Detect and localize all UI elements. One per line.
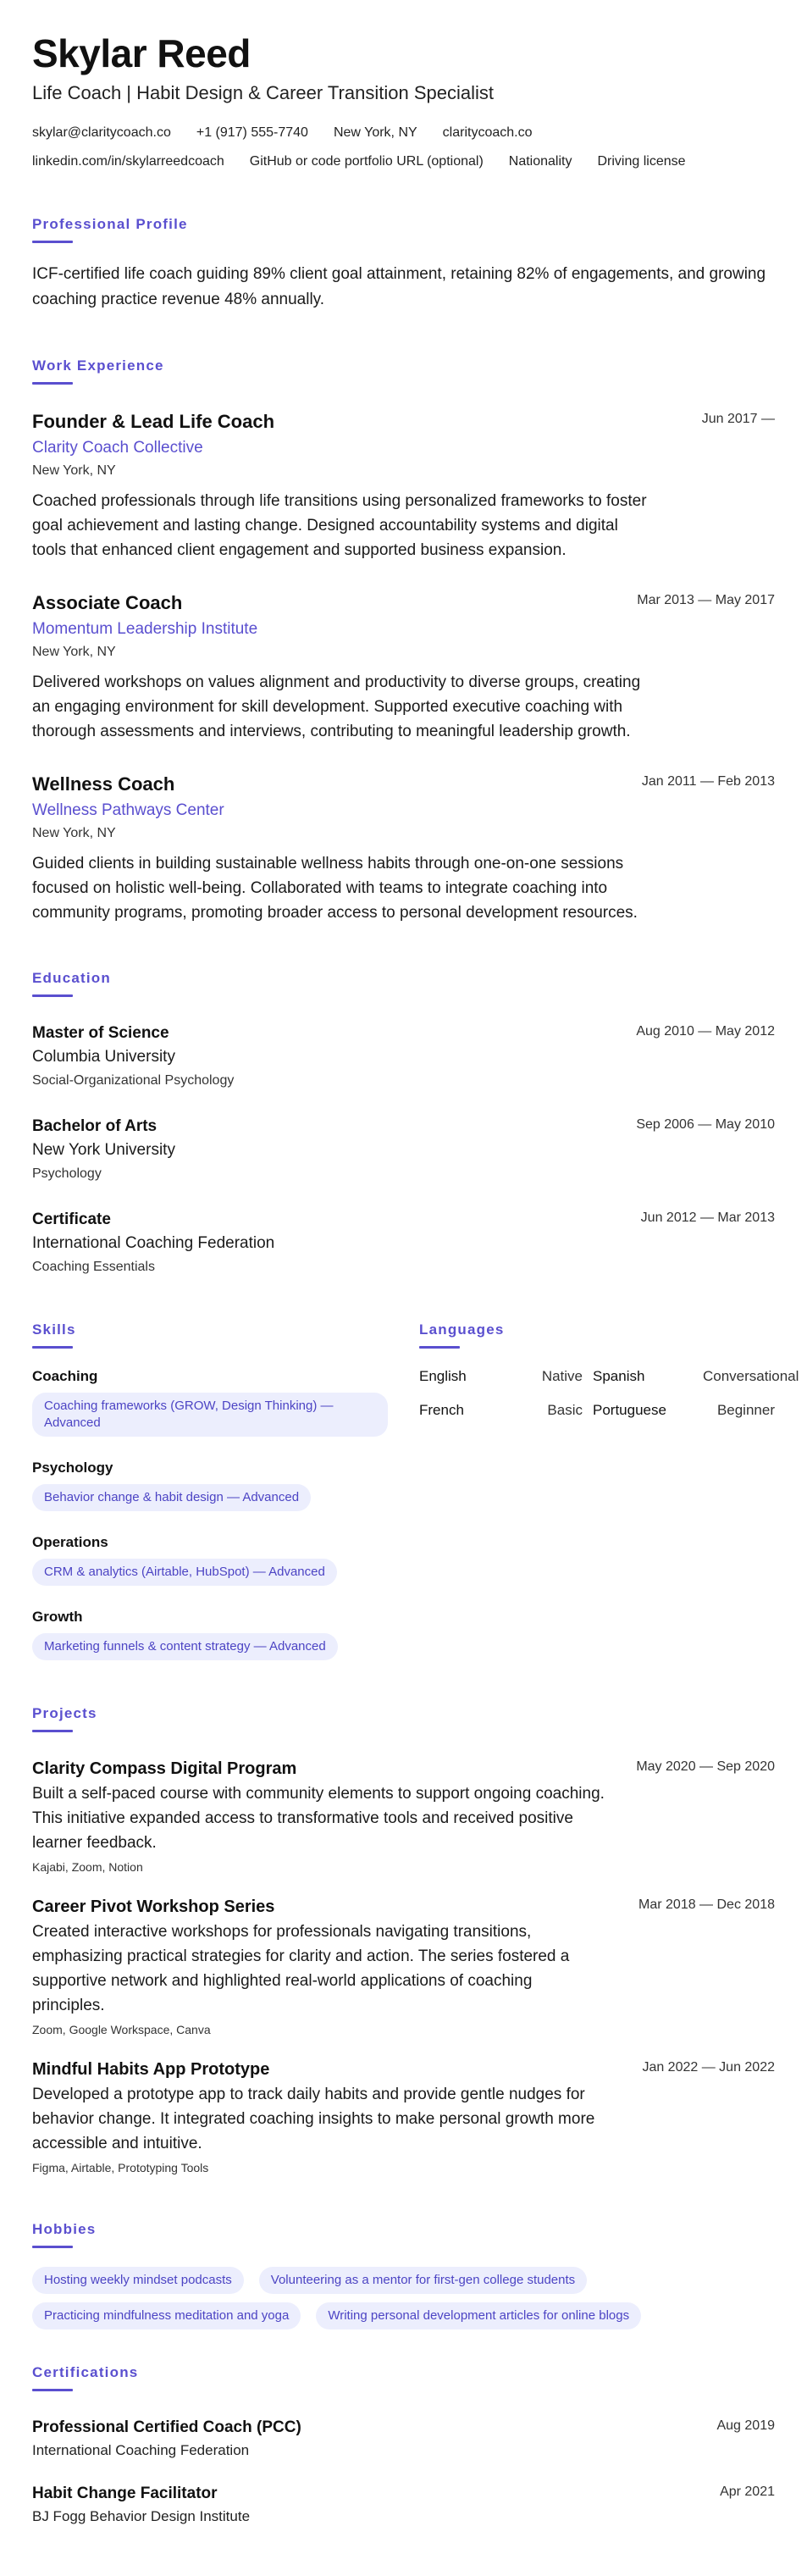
- hobby-list: [32, 2267, 777, 2329]
- hobby-row: [32, 2267, 777, 2294]
- job-company: Momentum Leadership Institute: [32, 620, 258, 638]
- certifications-section: [32, 2363, 775, 2527]
- job-dates: Mar 2013 — May 2017: [637, 593, 775, 607]
- job-entry: [32, 410, 775, 562]
- edu-degree: Certificate: [32, 1210, 111, 1228]
- section-title-certifications: Certifications: [32, 2364, 139, 2380]
- project-description: Created interactive workshops for professionals navigating transitions, emphasizing practical strategies for clarity and action. The series fostered a supportive network and highlighted real-world applications of coaching principles.: [32, 1923, 570, 2014]
- skill-category: Operations: [32, 1534, 108, 1550]
- edu-degree: Bachelor of Arts: [32, 1117, 158, 1135]
- job-title: Associate Coach: [32, 592, 183, 613]
- section-divider: [32, 382, 73, 385]
- language-level: Conversational: [703, 1368, 799, 1384]
- project-dates: Jan 2022 — Jun 2022: [642, 2060, 775, 2075]
- job-title: Wellness Coach: [32, 773, 175, 795]
- section-title-hobbies: Hobbies: [32, 2221, 97, 2237]
- languages-section: [419, 1277, 799, 1660]
- section-divider: [32, 2246, 73, 2248]
- edu-school: International Coaching Federation: [32, 1234, 275, 1252]
- job-title: Founder & Lead Life Coach: [32, 411, 275, 432]
- job-company: Clarity Coach Collective: [32, 439, 203, 457]
- edu-field: Psychology: [32, 1166, 102, 1181]
- project-tools: Figma, Airtable, Prototyping Tools: [32, 2161, 209, 2174]
- section-divider: [32, 241, 73, 243]
- job-location: New York, NY: [32, 826, 116, 840]
- skill-category: Psychology: [32, 1460, 113, 1476]
- contact-email[interactable]: skylar@claritycoach.co: [32, 125, 171, 140]
- certification-entry: [32, 2417, 775, 2461]
- links-row: [32, 152, 775, 171]
- certification-entry: [32, 2483, 775, 2527]
- cert-org: International Coaching Federation: [32, 2442, 250, 2458]
- skill-group: [32, 1608, 419, 1660]
- driving-license-field: Driving license: [597, 154, 686, 169]
- edu-dates: Aug 2010 — May 2012: [636, 1024, 775, 1039]
- skill-tag: Behavior change & habit design — Advanced: [32, 1484, 311, 1511]
- contact-row: [32, 124, 775, 142]
- hobby-tag: Hosting weekly mindset podcasts: [32, 2267, 244, 2294]
- profile-summary: ICF-certified life coach guiding 89% client goal attainment, retaining 82% of engagements, and growing coaching practice revenue 48% annually.: [32, 265, 766, 308]
- job-location: New York, NY: [32, 645, 116, 659]
- job-company: Wellness Pathways Center: [32, 801, 224, 819]
- section-divider: [32, 994, 73, 997]
- section-title-experience: Work Experience: [32, 357, 164, 374]
- resume-header: [32, 30, 775, 171]
- language-name: English: [419, 1368, 467, 1384]
- edu-dates: Jun 2012 — Mar 2013: [640, 1210, 775, 1225]
- job-location: New York, NY: [32, 463, 116, 478]
- job-entry: [32, 773, 775, 925]
- section-title-languages: Languages: [419, 1321, 505, 1338]
- cert-name: Habit Change Facilitator: [32, 2485, 218, 2502]
- language-level: Native: [541, 1368, 583, 1384]
- edu-dates: Sep 2006 — May 2010: [636, 1117, 775, 1132]
- education-section: [32, 969, 775, 1277]
- contact-phone[interactable]: +1 (917) 555-7740: [196, 125, 308, 140]
- projects-section: [32, 1704, 775, 2176]
- github-link[interactable]: GitHub or code portfolio URL (optional): [249, 154, 484, 169]
- edu-field: Coaching Essentials: [32, 1260, 155, 1274]
- project-dates: Mar 2018 — Dec 2018: [638, 1897, 775, 1912]
- cert-date: Aug 2019: [716, 2418, 775, 2433]
- section-title-profile: Professional Profile: [32, 216, 188, 232]
- project-entry: [32, 1896, 775, 2038]
- section-divider: [32, 1730, 73, 1732]
- job-dates: Jan 2011 — Feb 2013: [641, 774, 775, 789]
- profile-section: [32, 215, 775, 313]
- job-entry: [32, 591, 775, 744]
- project-title: Clarity Compass Digital Program: [32, 1759, 297, 1778]
- edu-field: Social-Organizational Psychology: [32, 1073, 235, 1088]
- project-dates: May 2020 — Sep 2020: [636, 1759, 775, 1774]
- job-description: Guided clients in building sustainable wellness habits through one-on-one sessions focused on holistic well-being. Collaborated with teams to integrate coaching into community programs, promoting broader access to personal development resources.: [32, 855, 638, 922]
- hobby-tag: Volunteering as a mentor for first-gen college students: [259, 2267, 587, 2294]
- skills-section: [32, 1277, 419, 1660]
- nationality-field: Nationality: [508, 154, 572, 169]
- project-description: Built a self-paced course with community elements to support ongoing coaching. This initiative expanded access to transformative tools and received positive learner feedback.: [32, 1785, 605, 1852]
- section-title-education: Education: [32, 970, 111, 986]
- edu-school: New York University: [32, 1141, 175, 1159]
- contact-website[interactable]: claritycoach.co: [442, 125, 533, 140]
- language-level: Beginner: [716, 1402, 775, 1418]
- cert-org: BJ Fogg Behavior Design Institute: [32, 2508, 251, 2524]
- skills-languages-row: [32, 1277, 799, 1660]
- languages-grid: [419, 1367, 799, 1420]
- hobby-tag: Practicing mindfulness meditation and yoga: [32, 2302, 301, 2329]
- skill-group: [32, 1459, 419, 1511]
- job-description: Coached professionals through life transitions using personalized frameworks to foster goal achievement and lasting change. Designed accountability systems and digital tools that enhanced client engagement and supported business expansion.: [32, 492, 647, 559]
- section-divider: [32, 2389, 73, 2391]
- cert-date: Apr 2021: [720, 2485, 775, 2499]
- candidate-name: Skylar Reed: [32, 31, 251, 75]
- candidate-headline: Life Coach | Habit Design & Career Transition Specialist: [32, 82, 494, 103]
- contact-location: New York, NY: [333, 125, 417, 140]
- hobbies-section: [32, 2220, 775, 2329]
- education-entry: [32, 1116, 775, 1183]
- project-description: Developed a prototype app to track daily habits and provide gentle nudges for behavior change. It integrated coaching insights to make personal growth more accessible and intuitive.: [32, 2086, 595, 2152]
- skill-tag: Coaching frameworks (GROW, Design Thinking) — Advanced: [32, 1393, 388, 1437]
- education-entry: [32, 1022, 775, 1090]
- linkedin-link[interactable]: linkedin.com/in/skylarreedcoach: [32, 154, 224, 169]
- language-name: French: [419, 1402, 464, 1418]
- edu-school: Columbia University: [32, 1048, 175, 1066]
- cert-name: Professional Certified Coach (PCC): [32, 2418, 301, 2436]
- section-divider: [32, 1346, 73, 1349]
- language-name: Spanish: [593, 1368, 645, 1384]
- language-name: Portuguese: [593, 1402, 666, 1418]
- edu-degree: Master of Science: [32, 1024, 169, 1042]
- hobby-row: [32, 2302, 777, 2329]
- hobby-tag: Writing personal development articles for online blogs: [316, 2302, 641, 2329]
- skill-tag: Marketing funnels & content strategy — Advanced: [32, 1633, 338, 1660]
- skill-category: Coaching: [32, 1368, 98, 1384]
- project-tools: Kajabi, Zoom, Notion: [32, 1860, 143, 1874]
- project-entry: [32, 1758, 775, 1875]
- section-divider: [419, 1346, 460, 1349]
- skill-group: [32, 1367, 419, 1437]
- job-description: Delivered workshops on values alignment and productivity to diverse groups, creating an engaging environment for skill development. Supported executive coaching with thorough assessments and interviews, contributing to meaningful leadership growth.: [32, 673, 641, 740]
- experience-section: [32, 357, 775, 925]
- project-tools: Zoom, Google Workspace, Canva: [32, 2023, 211, 2036]
- skill-tag: CRM & analytics (Airtable, HubSpot) — Advanced: [32, 1559, 337, 1586]
- section-title-skills: Skills: [32, 1321, 76, 1338]
- skill-category: Growth: [32, 1609, 83, 1625]
- project-entry: [32, 2058, 775, 2176]
- section-title-projects: Projects: [32, 1705, 97, 1721]
- project-title: Mindful Habits App Prototype: [32, 2060, 270, 2079]
- job-dates: Jun 2017 —: [701, 412, 775, 426]
- skill-group: [32, 1533, 419, 1586]
- language-level: Basic: [547, 1402, 583, 1418]
- education-entry: [32, 1209, 775, 1277]
- project-title: Career Pivot Workshop Series: [32, 1897, 275, 1916]
